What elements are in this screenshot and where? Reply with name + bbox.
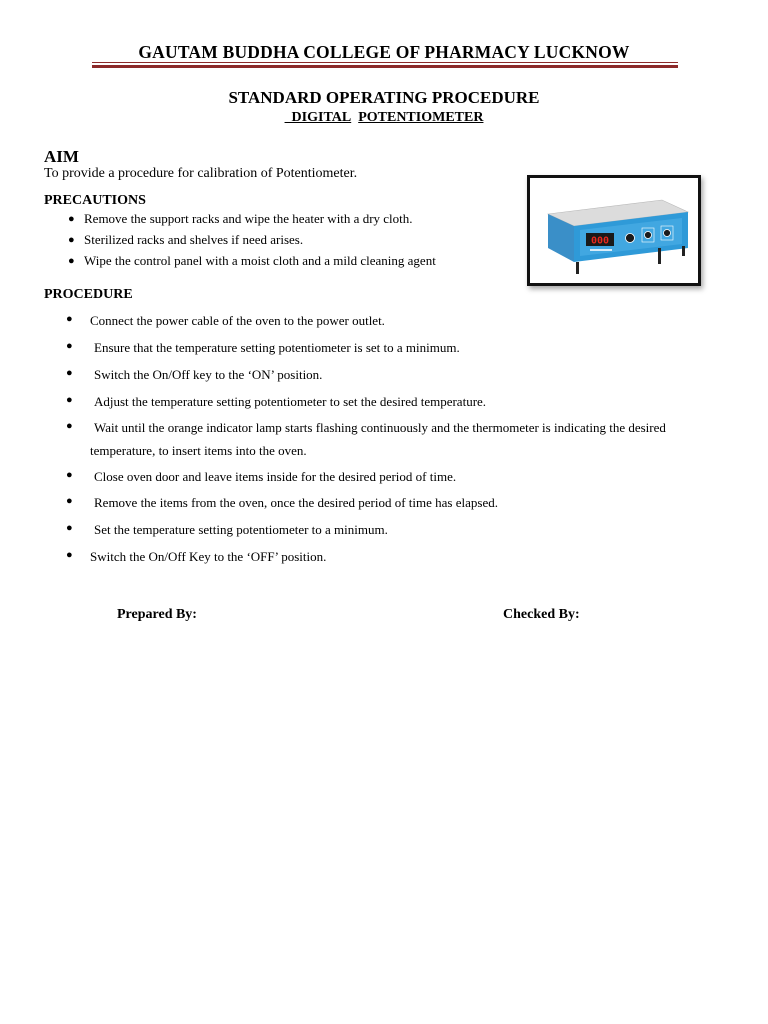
procedure-step <box>66 545 726 568</box>
procedure-text: Connect the power cable of the oven to the power outlet. <box>90 313 385 328</box>
bullet-icon: ● <box>66 495 73 507</box>
header-rule-thick <box>92 65 678 68</box>
leg <box>576 262 579 274</box>
bullet-icon: ● <box>66 522 73 534</box>
knob-icon <box>626 234 635 243</box>
checked-by-label: Checked By: <box>503 607 580 622</box>
precaution-item <box>68 253 436 269</box>
bullet-icon: ● <box>66 420 73 432</box>
college-name: GAUTAM BUDDHA COLLEGE OF PHARMACY LUCKNOW <box>138 42 630 62</box>
procedure-step <box>66 416 726 462</box>
precaution-item <box>68 232 304 248</box>
precaution-item <box>68 211 413 227</box>
procedure-text: Set the temperature setting potentiometer to a minimum. <box>94 522 388 537</box>
procedure-text: Ensure that the temperature setting potentiometer is set to a minimum. <box>94 340 460 355</box>
aim-heading: AIM <box>44 147 79 166</box>
subtitle-part-1: DIGITAL <box>284 110 352 125</box>
procedure-step <box>66 465 726 488</box>
panel-label <box>590 249 612 251</box>
procedure-step <box>66 363 726 386</box>
header-rule-thin <box>92 62 678 63</box>
document-subtitle <box>0 110 768 126</box>
bullet-icon: ● <box>66 469 73 481</box>
potentiometer-photo <box>527 175 701 286</box>
procedure-text: Close oven door and leave items inside for the desired period of time. <box>94 469 457 484</box>
procedure-text: Switch the On/Off Key to the ‘OFF’ position. <box>90 549 327 564</box>
prepared-by-label: Prepared By: <box>117 607 197 622</box>
knob-icon <box>645 232 652 239</box>
subtitle-part-2: POTENTIOMETER <box>358 110 484 125</box>
leg <box>682 246 685 256</box>
procedure-step <box>66 491 726 514</box>
bullet-icon: ● <box>68 234 75 246</box>
procedure-step <box>66 309 726 332</box>
leg <box>658 248 661 264</box>
precautions-heading: PRECAUTIONS <box>44 193 146 208</box>
procedure-step <box>66 336 726 359</box>
procedure-text: Remove the items from the oven, once the desired period of time has elapsed. <box>94 495 498 510</box>
precaution-text: Wipe the control panel with a moist cloth and a mild cleaning agent <box>84 253 436 268</box>
precaution-text: Remove the support racks and wipe the heater with a dry cloth. <box>84 211 413 226</box>
bullet-icon: ● <box>66 549 73 561</box>
procedure-step <box>66 390 726 413</box>
procedure-heading: PROCEDURE <box>44 287 133 302</box>
procedure-text: Switch the On/Off key to the ‘ON’ position. <box>94 367 323 382</box>
knob-icon <box>664 230 671 237</box>
bullet-icon: ● <box>66 394 73 406</box>
bullet-icon: ● <box>68 255 75 267</box>
potentiometer-image <box>530 178 698 283</box>
bullet-icon: ● <box>66 313 73 325</box>
bullet-icon: ● <box>66 340 73 352</box>
aim-text: To provide a procedure for calibration of Potentiometer. <box>44 166 358 181</box>
procedure-step <box>66 518 726 541</box>
document-title: STANDARD OPERATING PROCEDURE <box>228 88 540 107</box>
precaution-text: Sterilized racks and shelves if need arises. <box>84 232 304 247</box>
procedure-text: Adjust the temperature setting potentiometer to set the desired temperature. <box>94 394 487 409</box>
procedure-text: Wait until the orange indicator lamp starts flashing continuously and the thermometer is indicating the desired temperature, to insert items into the oven. <box>90 420 666 458</box>
bullet-icon: ● <box>68 213 75 225</box>
bullet-icon: ● <box>66 367 73 379</box>
display-readout: 000 <box>590 235 610 247</box>
